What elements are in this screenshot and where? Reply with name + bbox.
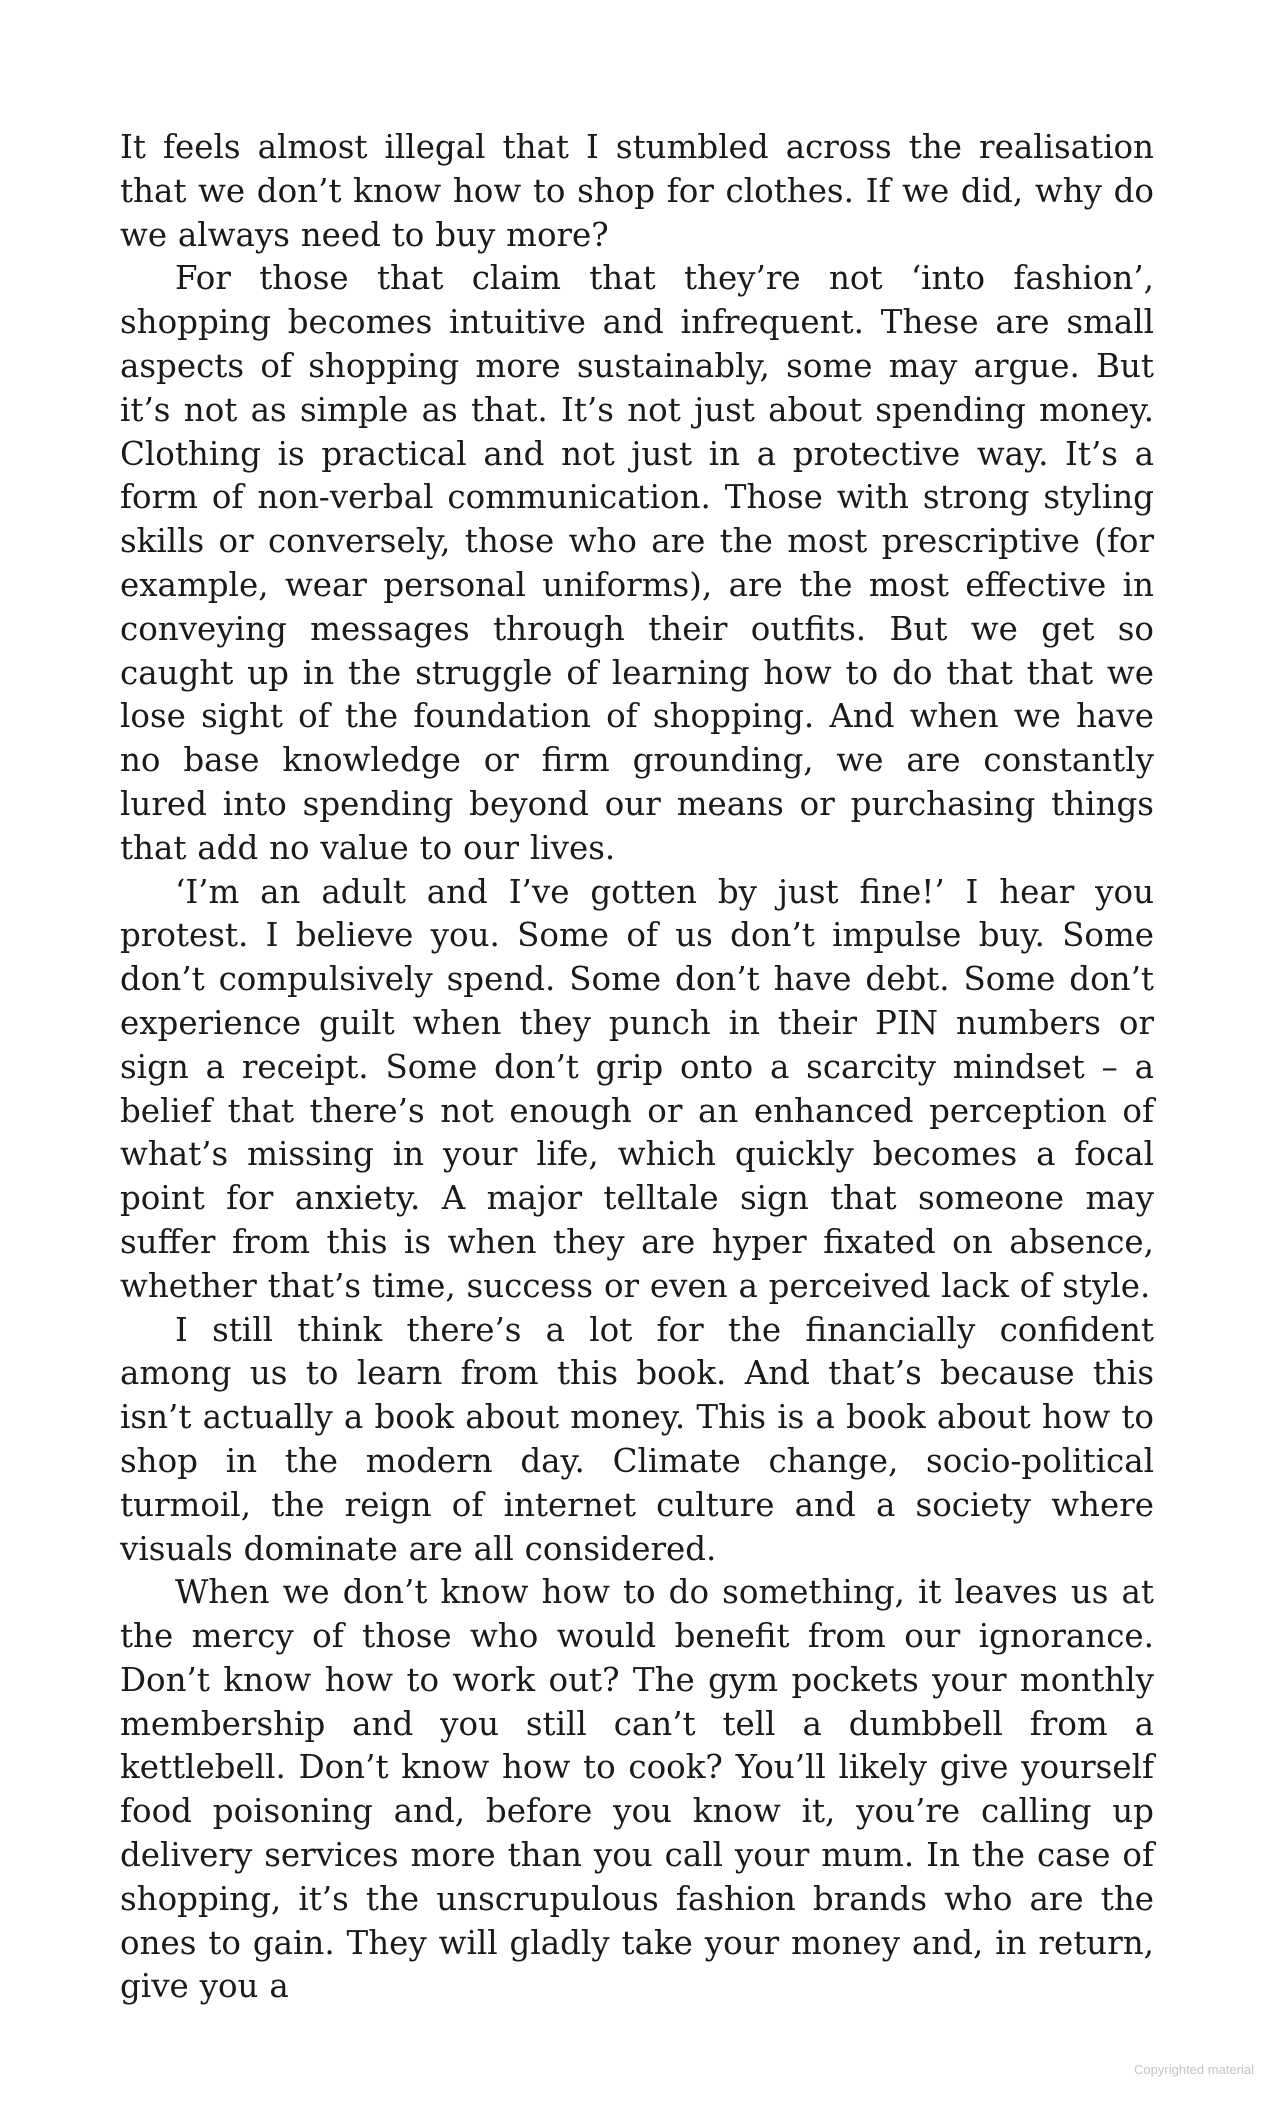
paragraph-continued: When we don’t know how to do something, it leaves us at the mercy of those who would benefit from our ignorance. Don’t know how to work out? The gym pockets your monthly membership and you still can’t tell a dumbbell from a kettlebell. Don’t know how to cook? You’ll likely give yourself food poisoning and, before you know it, you’re calling up delivery services more than you call your mum. In the case of shopping, it’s the unscrupulous fashion brands who are the ones to gain. They will gladly take your money and, in return, give you a	[120, 1573, 1154, 2006]
paragraph: ‘I’m an adult and I’ve gotten by just fine!’ I hear you protest. I believe you. Some of us don’t impulse buy. Some don’t compulsively spend. Some don’t have debt. Some don’t experience guilt when they punch in their PIN numbers or sign a receipt. Some don’t grip onto a scarcity mindset – a belief that there’s not enough or an enhanced perception of what’s missing in your life, which quickly becomes a focal point for anxiety. A major telltale sign that someone may suffer from this is when they are hyper fixated on absence, whether that’s time, success or even a perceived lack of style.	[120, 872, 1154, 1305]
paragraph: I still think there’s a lot for the financially confident among us to learn from this book. And that’s because this isn’t actually a book about money. This is a book about how to shop in the modern day. Climate change, socio-political turmoil, the reign of internet culture and a society where visuals dominate are all considered.	[120, 1310, 1154, 1568]
page-body	[120, 126, 1154, 2009]
paragraph: It feels almost illegal that I stumbled across the realisation that we don’t know how to shop for clothes. If we did, why do we always need to buy more?	[120, 128, 1154, 254]
copyright-watermark: Copyrighted material	[1134, 2062, 1254, 2077]
paragraph: For those that claim that they’re not ‘into fashion’, shopping becomes intuitive and infrequent. These are small aspects of shopping more sustainably, some may argue. But it’s not as simple as that. It’s not just about spending money. Clothing is practical and not just in a protective way. It’s a form of non-verbal communication. Those with strong styling skills or conversely, those who are the most prescriptive (for example, wear personal uniforms), are the most effective in conveying messages through their outfits. But we get so caught up in the struggle of learning how to do that that we lose sight of the foundation of shopping. And when we have no base knowledge or firm grounding, we are constantly lured into spending beyond our means or purchasing things that add no value to our lives.	[120, 259, 1154, 867]
